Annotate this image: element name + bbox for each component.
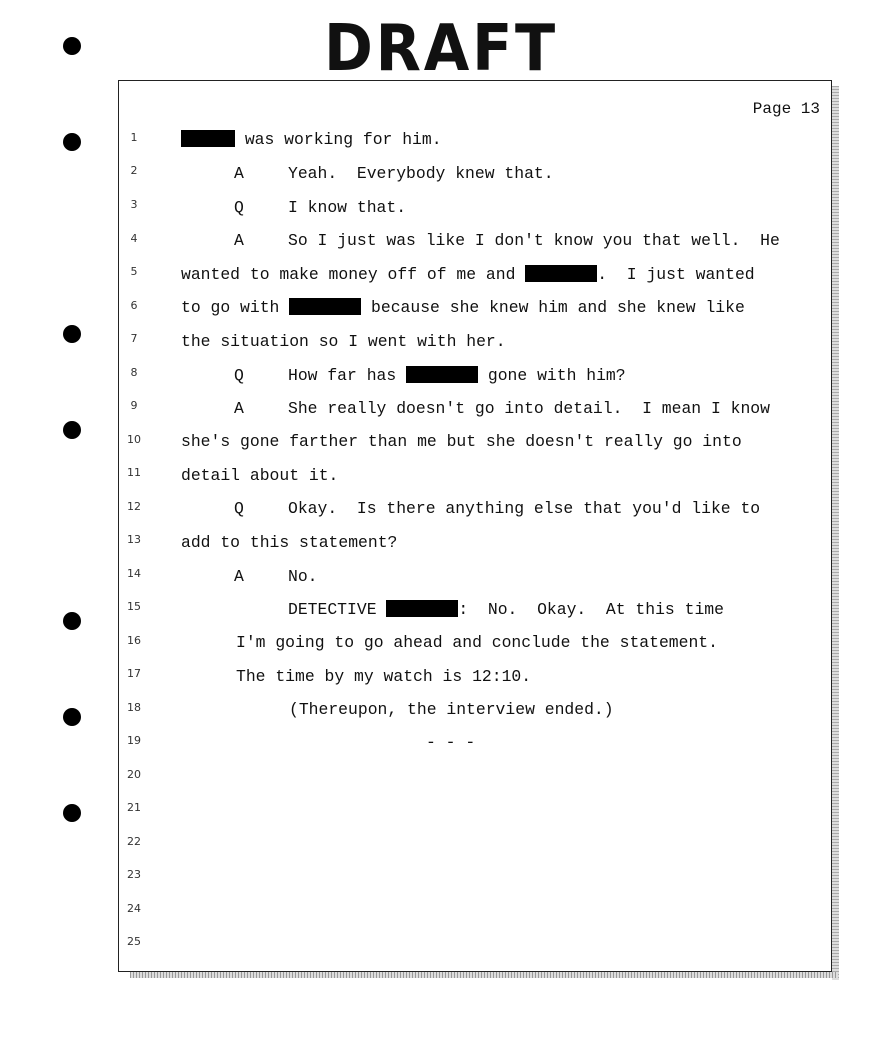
draft-watermark: DRAFT (324, 12, 558, 86)
line-number: 20 (127, 768, 141, 781)
line-number: 1 (130, 131, 138, 144)
line-number: 2 (130, 164, 138, 177)
line-number: 11 (127, 466, 141, 479)
line-number: 18 (127, 701, 141, 714)
line-number: 22 (127, 835, 141, 848)
line-number: 25 (127, 935, 141, 948)
line-number: 8 (130, 366, 138, 379)
binder-hole (63, 708, 81, 726)
redaction (386, 600, 458, 617)
transcript-line: I'm going to go ahead and conclude the statement. (236, 633, 718, 652)
line-text: because she knew him and she knew like (361, 298, 745, 317)
line-number: 3 (130, 198, 138, 211)
line-number: 12 (127, 500, 141, 513)
line-text: gone with him? (478, 366, 626, 385)
binder-hole (63, 37, 81, 55)
transcript-page (118, 80, 832, 972)
line-number: 10 (127, 433, 141, 446)
binder-hole (63, 133, 81, 151)
transcript-line: add to this statement? (181, 533, 398, 552)
speaker-label: A (234, 567, 244, 586)
transcript-line: I know that. (288, 198, 407, 217)
end-marker: - - - (426, 733, 476, 752)
transcript-line: Okay. Is there anything else that you'd like to (288, 499, 761, 518)
line-number: 16 (127, 634, 141, 647)
line-number: 17 (127, 667, 141, 680)
line-number: 5 (130, 265, 138, 278)
transcript-line: She really doesn't go into detail. I mean I know (288, 399, 770, 418)
line-number: 6 (130, 299, 138, 312)
redaction (525, 265, 597, 282)
transcript-line (288, 600, 724, 620)
line-number: 24 (127, 902, 141, 915)
redaction (181, 130, 235, 147)
transcript-line: the situation so I went with her. (181, 332, 506, 351)
line-number: 9 (130, 399, 138, 412)
line-text: How far has (288, 366, 407, 385)
transcript-line (181, 265, 755, 285)
line-number: 14 (127, 567, 141, 580)
page-number: Page 13 (752, 100, 820, 118)
transcript-line (181, 130, 442, 150)
transcript-line (288, 366, 626, 386)
speaker-label: A (234, 164, 244, 183)
transcript-line: Yeah. Everybody knew that. (288, 164, 554, 183)
line-text: . I just wanted (597, 265, 755, 284)
line-number: 13 (127, 533, 141, 546)
speaker-label: Q (234, 198, 244, 217)
speaker-label: Q (234, 499, 244, 518)
transcript-line: she's gone farther than me but she doesn't really go into (181, 432, 742, 451)
line-number: 23 (127, 868, 141, 881)
line-text: wanted to make money off of me and (181, 265, 526, 284)
line-text: : No. Okay. At this time (458, 600, 724, 619)
transcript-line: The time by my watch is 12:10. (236, 667, 532, 686)
speaker-label: Q (234, 366, 244, 385)
transcript-line: (Thereupon, the interview ended.) (289, 700, 614, 719)
binder-hole (63, 325, 81, 343)
line-text: to go with (181, 298, 290, 317)
line-number: 15 (127, 600, 141, 613)
line-number: 4 (130, 232, 138, 245)
line-text: was working for him. (235, 130, 442, 149)
transcript-line: No. (288, 567, 318, 586)
transcript-line: detail about it. (181, 466, 339, 485)
binder-hole (63, 612, 81, 630)
page-shadow (832, 86, 839, 980)
line-number: 19 (127, 734, 141, 747)
redaction (406, 366, 478, 383)
binder-hole (63, 421, 81, 439)
line-number: 7 (130, 332, 138, 345)
binder-hole (63, 804, 81, 822)
line-text: DETECTIVE (288, 600, 387, 619)
transcript-line: So I just was like I don't know you that well. He (288, 231, 780, 250)
redaction (289, 298, 361, 315)
speaker-label: A (234, 399, 244, 418)
line-number: 21 (127, 801, 141, 814)
speaker-label: A (234, 231, 244, 250)
transcript-line (181, 298, 745, 318)
page-shadow (130, 972, 838, 978)
